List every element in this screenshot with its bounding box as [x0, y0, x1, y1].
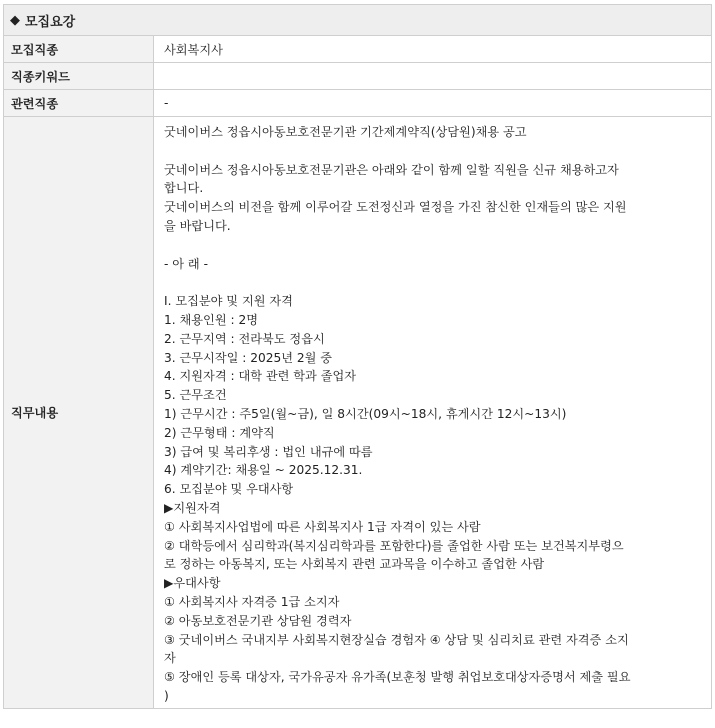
job-description-line: 2. 근무지역 : 전라북도 정읍시	[164, 331, 325, 346]
job-description-line: ① 사회복지사 자격증 1급 소지자	[164, 594, 340, 609]
table-row	[4, 63, 712, 90]
job-description-line: 3) 급여 및 복리후생 : 법인 내규에 따름	[164, 444, 373, 459]
table-row	[4, 117, 712, 709]
job-description-line: 굿네이버스 정읍시아동보호전문기관은 아래와 같이 함께 일할 직원을 신규 채용하고자	[164, 162, 619, 177]
job-description-line: )	[164, 688, 169, 703]
job-description-line: 굿네이버스 정읍시아동보호전문기관 기간제계약직(상담원)채용 공고	[164, 125, 527, 139]
job-description-line	[164, 142, 703, 161]
row-label-related: 관련직종	[4, 90, 154, 117]
row-value-job-type: 사회복지사	[154, 36, 712, 63]
job-description-line: 6. 모집분야 및 우대사항	[164, 482, 294, 497]
job-description-line: ② 아동보호전문기관 상담원 경력자	[164, 613, 352, 628]
job-description-line: 합니다.	[164, 181, 204, 196]
row-label-keyword: 직종키워드	[4, 63, 154, 90]
job-description-line: 3. 근무시작일 : 2025년 2월 중	[164, 350, 333, 365]
job-description-line: ▶우대사항	[164, 576, 221, 591]
job-description-line: 굿네이버스의 비전을 함께 이루어갈 도전정신과 열정을 가진 참신한 인재들의 많은 지원	[164, 200, 627, 215]
job-description-line: ▶지원자격	[164, 500, 221, 515]
job-description-line	[164, 273, 703, 292]
diamond-icon: ◆	[10, 12, 20, 28]
row-label-job-type: 모집직종	[4, 36, 154, 63]
job-description-line: - 아 래 -	[164, 256, 208, 271]
job-description-line: 자	[164, 651, 176, 666]
recruitment-table	[3, 35, 712, 709]
job-description-line: 1. 채용인원 : 2명	[164, 312, 258, 327]
table-row	[4, 36, 712, 63]
row-value-keyword	[154, 63, 712, 90]
job-description-line	[164, 236, 703, 255]
job-description-line: ③ 굿네이버스 국내지부 사회복지현장실습 경험자 ④ 상담 및 심리치료 관련 자격증 소지	[164, 632, 629, 647]
job-description-line: Ⅰ. 모집분야 및 지원 자격	[164, 294, 293, 309]
job-description-line: 4. 지원자격 : 대학 관련 학과 졸업자	[164, 369, 357, 384]
section-title: 모집요강	[25, 14, 76, 30]
job-description-line: 2) 근무형태 : 계약직	[164, 425, 275, 440]
job-description-line: 로 정하는 아동복지, 또는 사회복지 관련 교과목을 이수하고 졸업한 사람	[164, 557, 545, 572]
job-description-lines	[164, 123, 703, 706]
recruitment-section	[3, 4, 712, 709]
job-description	[154, 117, 712, 709]
job-description-line: ⑤ 장애인 등록 대상자, 국가유공자 유가족(보훈청 발행 취업보호대상자증명서 제출 필요	[164, 670, 631, 685]
job-description-line: ② 대학등에서 심리학과(복지심리학과를 포함한다)를 졸업한 사람 또는 보건복지부령으	[164, 538, 624, 553]
row-label-job-description: 직무내용	[4, 117, 154, 709]
job-description-line: 1) 근무시간 : 주5일(월~금), 일 8시간(09시~18시, 휴게시간 12시~13시)	[164, 406, 567, 421]
job-description-line: 5. 근무조건	[164, 388, 227, 403]
job-description-line: ① 사회복지사업법에 따른 사회복지사 1급 자격이 있는 사람	[164, 519, 481, 534]
section-header	[3, 4, 712, 35]
job-description-line: 4) 계약기간: 채용일 ~ 2025.12.31.	[164, 463, 363, 478]
job-description-line: 을 바랍니다.	[164, 218, 231, 233]
table-row	[4, 90, 712, 117]
row-value-related: -	[154, 90, 712, 117]
